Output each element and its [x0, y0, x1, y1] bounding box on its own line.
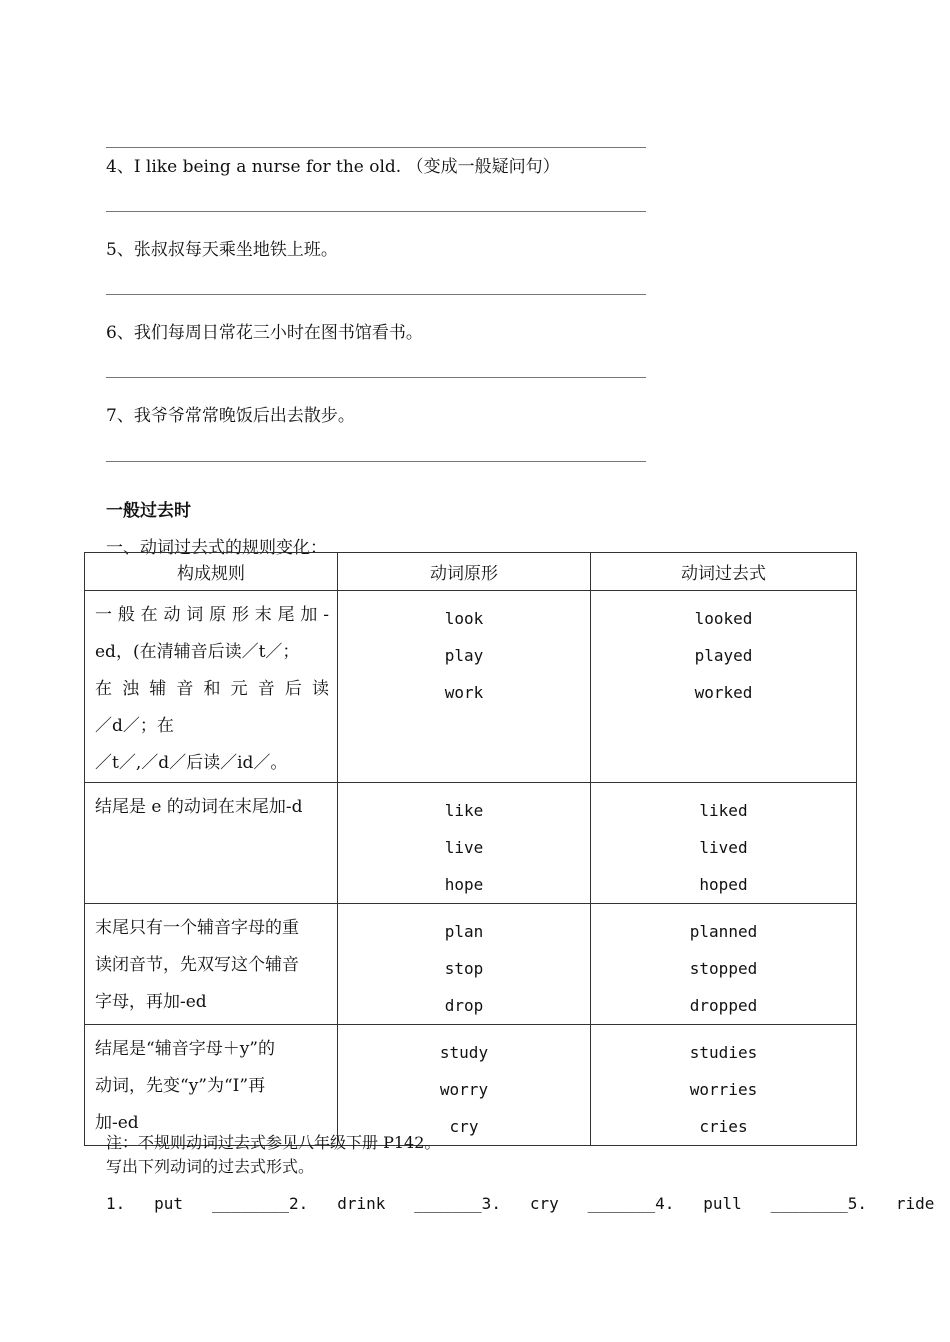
- rule-text: 动词，先变“y”为“I”再: [95, 1076, 266, 1096]
- base-cell: [338, 591, 591, 783]
- rule-cell: [85, 904, 338, 1025]
- rule-text: 末尾只有一个辅音字母的重: [95, 918, 299, 938]
- sentence-4: 4、I like being a nurse for the old. （变成一般疑问句）: [106, 157, 560, 177]
- base-verb: cry: [449, 1117, 479, 1136]
- verb-rules-table: [84, 552, 857, 1146]
- rule-cell: [85, 783, 338, 904]
- table-row: [85, 904, 857, 1025]
- past-verb: stopped: [689, 959, 758, 978]
- sentence-7: 7、我爷爷常常晚饭后出去散步。: [106, 406, 355, 426]
- past-cell: [591, 783, 857, 904]
- base-verb: plan: [444, 922, 484, 941]
- rule-text: 读闭音节，先双写这个辅音: [95, 955, 299, 975]
- rule-text: 结尾是“辅音字母＋y”的: [95, 1039, 275, 1059]
- answer-line: [106, 211, 646, 212]
- past-cell: [591, 904, 857, 1025]
- base-cell: [338, 904, 591, 1025]
- header-past: 动词过去式: [591, 553, 857, 591]
- past-verb: hoped: [699, 875, 748, 894]
- rule-text: 字母，再加-ed: [95, 992, 207, 1012]
- answer-line: [106, 294, 646, 295]
- past-cell: [591, 1025, 857, 1146]
- sentence-5: 5、张叔叔每天乘坐地铁上班。: [106, 240, 338, 260]
- base-verb: drop: [444, 996, 484, 1015]
- rule-cell: [85, 591, 338, 783]
- past-cell: [591, 591, 857, 783]
- table-row: [85, 591, 857, 783]
- past-verb: dropped: [689, 996, 758, 1015]
- past-verb: worked: [694, 683, 753, 702]
- table-header-row: [85, 553, 857, 591]
- past-verb: cries: [699, 1117, 748, 1136]
- base-verb: live: [444, 838, 484, 857]
- base-verb: play: [444, 646, 484, 665]
- rule-text: ed，(在清辅音后读／t／；: [95, 642, 300, 662]
- section-title: 一般过去时: [106, 501, 191, 521]
- rule-text: 加-ed: [95, 1113, 139, 1133]
- rule-text: 结尾是 e 的动词在末尾加-d: [95, 797, 303, 817]
- past-verb: worries: [689, 1080, 758, 1099]
- answer-line: [106, 461, 646, 462]
- base-cell: [338, 783, 591, 904]
- rule-cell: [85, 1025, 338, 1146]
- exercise-line: 1. put ________2. drink _______3. cry _______4. pull ________5. ride: [106, 1194, 935, 1213]
- subsection-title: 一、动词过去式的规则变化：: [106, 538, 327, 558]
- past-verb: lived: [699, 838, 748, 857]
- answer-line: [106, 377, 646, 378]
- base-cell: [338, 1025, 591, 1146]
- base-verb: look: [444, 609, 484, 628]
- sentence-6: 6、我们每周日常花三小时在图书馆看书。: [106, 323, 423, 343]
- past-verb: liked: [699, 801, 748, 820]
- answer-line: [106, 147, 646, 148]
- header-base: 动词原形: [338, 553, 591, 591]
- table-row: [85, 1025, 857, 1146]
- header-rule: 构成规则: [85, 553, 338, 591]
- base-verb: work: [444, 683, 484, 702]
- base-verb: hope: [444, 875, 484, 894]
- base-verb: worry: [439, 1080, 489, 1099]
- note-text: 注：不规则动词过去式参见八年级下册 P142。: [106, 1133, 441, 1152]
- base-verb: like: [444, 801, 484, 820]
- rule-text: 一般在动词原形末尾加-: [95, 605, 329, 625]
- past-verb: studies: [689, 1043, 758, 1062]
- past-verb: planned: [689, 922, 758, 941]
- rule-text: ／d／；在: [95, 716, 174, 736]
- rule-text: ／t／,／d／后读／id／。: [95, 753, 288, 773]
- table-row: [85, 783, 857, 904]
- past-verb: played: [694, 646, 753, 665]
- base-verb: study: [439, 1043, 489, 1062]
- rule-text: 在浊辅音和元音后读: [95, 679, 329, 699]
- instruction-text: 写出下列动词的过去式形式。: [106, 1157, 315, 1176]
- base-verb: stop: [444, 959, 484, 978]
- past-verb: looked: [694, 609, 753, 628]
